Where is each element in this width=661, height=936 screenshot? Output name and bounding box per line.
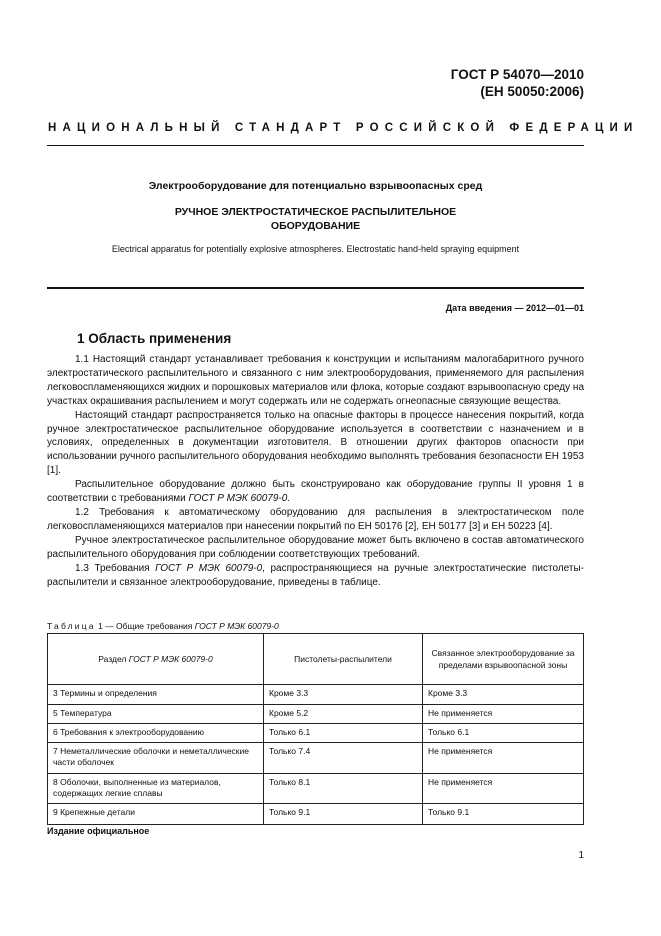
table-caption-text: 1 — Общие требования — [98, 621, 193, 631]
paragraph-1-2: 1.2 Требования к автоматическому оборудованию для распыления в электростатическом поле легковоспламеняющихся материалов при нанесении покрытий по ЕН 50176 [2], ЕН 50177 [3] и ЕН 50223 [4]. — [47, 506, 584, 532]
cell-section: 6 Требования к электрооборудованию — [48, 724, 264, 743]
cell-guns: Только 9.1 — [264, 804, 423, 825]
header-equipment: Связанное электрооборудование за пределами взрывоопасной зоны — [423, 634, 584, 685]
standard-reference: ГОСТ Р МЭК 60079-0 — [188, 493, 288, 505]
cell-section: 3 Термины и определения — [48, 685, 264, 705]
cell-section: 7 Неметаллические оболочки и неметаллические части оболочек — [48, 743, 264, 774]
page-number: 1 — [578, 850, 584, 861]
cell-equipment: Не применяется — [423, 743, 584, 774]
section-heading: 1 Область применения — [77, 331, 232, 346]
cell-equipment: Не применяется — [423, 705, 584, 724]
title-line-2: ОБОРУДОВАНИЕ — [270, 219, 361, 232]
cell-guns: Кроме 5.2 — [264, 705, 423, 724]
cell-equipment: Не применяется — [423, 774, 584, 804]
requirements-table — [47, 633, 584, 825]
header-section-text: Раздел — [98, 654, 129, 664]
cell-section: 5 Температура — [48, 705, 264, 724]
standard-reference: ГОСТ Р МЭК 60079-0 — [155, 562, 263, 574]
paragraph-1-3-text: 1.3 Требования — [75, 562, 156, 574]
table-row — [48, 804, 584, 825]
cell-guns: Только 8.1 — [264, 774, 423, 804]
table-row — [48, 774, 584, 804]
section-body — [47, 353, 584, 589]
official-edition-label: Издание официальное — [47, 826, 150, 836]
cell-guns: Кроме 3.3 — [264, 685, 423, 705]
cell-equipment: Только 9.1 — [423, 804, 584, 825]
header-section-reference: ГОСТ Р МЭК 60079-0 — [128, 654, 213, 664]
paragraph-scope: Настоящий стандарт распространяется только на опасные факторы в процессе нанесения покрытий, когда ручное электростатическое распылительное оборудование используется в соответствии с назначением и в условиях, определенных в документации изготовителя. В отношении других факторов опасности при использовании ручного распылительного оборудования необходимо выполнять требования безопасности ЕН 1953 [1]. — [47, 409, 584, 477]
table-header-row — [48, 634, 584, 685]
document-subtitle: Электрооборудование для потенциально взрывоопасных сред — [148, 180, 483, 192]
paragraph-1-3 — [47, 562, 584, 590]
table-caption — [47, 621, 279, 631]
paragraph-group — [47, 478, 584, 506]
cell-equipment: Кроме 3.3 — [423, 685, 584, 705]
paragraph-1-3-end: , распространяющиеся на ручные электростатические пистолеты-распылители и связанное электрооборудование, приведены в таблице. — [47, 562, 584, 588]
standard-number: ГОСТ Р 54070—2010 — [450, 67, 584, 82]
document-title — [47, 206, 584, 233]
table-caption-word: Таблица — [47, 621, 96, 631]
title-line-1: РУЧНОЕ ЭЛЕКТРОСТАТИЧЕСКОЕ РАСПЫЛИТЕЛЬНОЕ — [174, 206, 457, 218]
standard-designation — [451, 66, 584, 100]
bottom-divider — [47, 287, 584, 289]
header-section — [48, 634, 264, 685]
en-number: (ЕН 50050:2006) — [480, 84, 584, 99]
table-row — [48, 724, 584, 743]
top-divider — [47, 145, 584, 146]
english-title: Electrical apparatus for potentially explosive atmospheres. Electrostatic hand-held spraying equipment — [111, 244, 520, 254]
paragraph-group-text: Распылительное оборудование должно быть сконструировано как оборудование группы II уровня 1 в соответствии с требованиями — [47, 479, 584, 505]
table-row — [48, 743, 584, 774]
header-guns: Пистолеты-распылители — [264, 634, 423, 685]
cell-section: 9 Крепежные детали — [48, 804, 264, 825]
paragraph-automatic: Ручное электростатическое распылительное оборудование может быть включено в состав автоматического распылительного оборудования при соблюдении соответствующих требований. — [47, 534, 584, 560]
table-row — [48, 705, 584, 724]
cell-guns: Только 6.1 — [264, 724, 423, 743]
table-caption-reference: ГОСТ Р МЭК 60079-0 — [194, 621, 279, 631]
national-standard-banner: НАЦИОНАЛЬНЫЙ СТАНДАРТ РОССИЙСКОЙ ФЕДЕРАЦИИ — [48, 122, 639, 134]
cell-equipment: Только 6.1 — [423, 724, 584, 743]
cell-section: 8 Оболочки, выполненные из материалов, содержащих легкие сплавы — [48, 774, 264, 804]
paragraph-group-end: . — [287, 493, 291, 505]
cell-guns: Только 7.4 — [264, 743, 423, 774]
paragraph-1-1: 1.1 Настоящий стандарт устанавливает требования к конструкции и испытаниям малогабаритного ручного электростатического распылительного и связанного с ним электрооборудования, применяемого для распыления легковоспламеняющихся жидких и порошковых материалов или флока, которые создают взрывоопасную среду на участках окрашивания распылением и могут содержать или не содержать огнеопасные связующие вещества. — [47, 354, 584, 407]
table-row — [48, 685, 584, 705]
introduction-date: Дата введения — 2012—01—01 — [445, 303, 584, 313]
